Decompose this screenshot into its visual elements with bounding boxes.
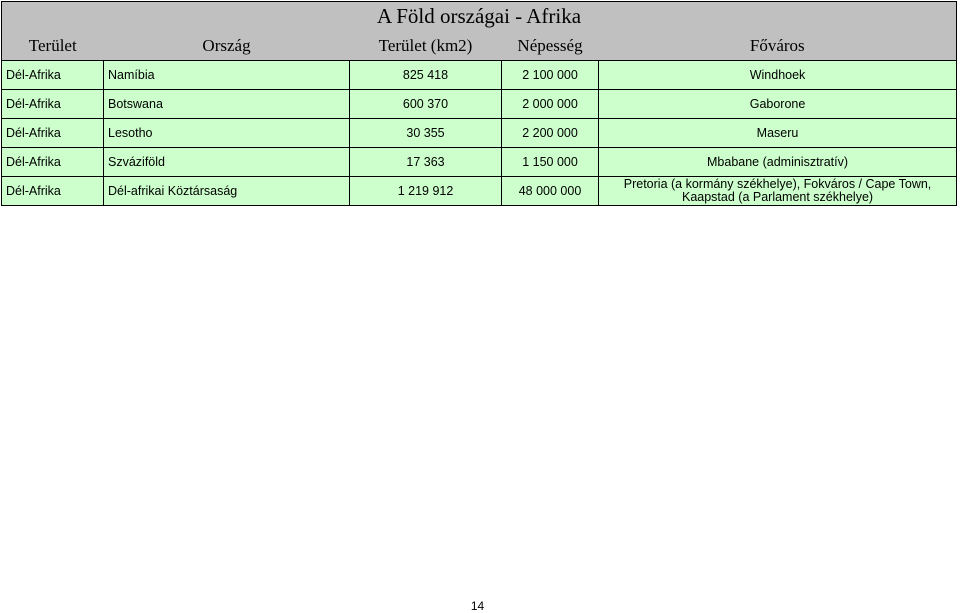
title-row <box>2 2 957 32</box>
cell-region: Dél-Afrika <box>2 90 104 119</box>
header-region: Terület <box>2 31 104 61</box>
cell-area: 30 355 <box>350 119 502 148</box>
header-capital: Főváros <box>599 31 957 61</box>
cell-country: Szváziföld <box>104 148 350 177</box>
cell-capital: Pretoria (a kormány székhelye), Fokváros / Cape Town, Kaapstad (a Parlament székhelye) <box>599 177 957 206</box>
cell-population: 2 000 000 <box>502 90 599 119</box>
cell-capital: Gaborone <box>599 90 957 119</box>
table-row <box>2 148 957 177</box>
cell-area: 1 219 912 <box>350 177 502 206</box>
cell-area: 600 370 <box>350 90 502 119</box>
cell-area: 17 363 <box>350 148 502 177</box>
header-country: Ország <box>104 31 350 61</box>
cell-country: Dél-afrikai Köztársaság <box>104 177 350 206</box>
table-row <box>2 119 957 148</box>
cell-country: Lesotho <box>104 119 350 148</box>
cell-region: Dél-Afrika <box>2 119 104 148</box>
cell-population: 2 100 000 <box>502 61 599 90</box>
page-number: 14 <box>470 599 485 613</box>
header-population: Népesség <box>502 31 599 61</box>
cell-country: Botswana <box>104 90 350 119</box>
header-row <box>2 31 957 61</box>
cell-population: 48 000 000 <box>502 177 599 206</box>
table-row <box>2 177 957 206</box>
spreadsheet-page <box>1 1 956 206</box>
table-row <box>2 61 957 90</box>
cell-region: Dél-Afrika <box>2 148 104 177</box>
countries-table <box>1 1 957 206</box>
header-area: Terület (km2) <box>350 31 502 61</box>
cell-population: 2 200 000 <box>502 119 599 148</box>
cell-capital: Maseru <box>599 119 957 148</box>
cell-capital: Windhoek <box>599 61 957 90</box>
cell-region: Dél-Afrika <box>2 177 104 206</box>
table-title: A Föld országai - Afrika <box>2 2 957 32</box>
cell-region: Dél-Afrika <box>2 61 104 90</box>
cell-capital: Mbabane (adminisztratív) <box>599 148 957 177</box>
cell-area: 825 418 <box>350 61 502 90</box>
cell-population: 1 150 000 <box>502 148 599 177</box>
cell-country: Namíbia <box>104 61 350 90</box>
table-row <box>2 90 957 119</box>
